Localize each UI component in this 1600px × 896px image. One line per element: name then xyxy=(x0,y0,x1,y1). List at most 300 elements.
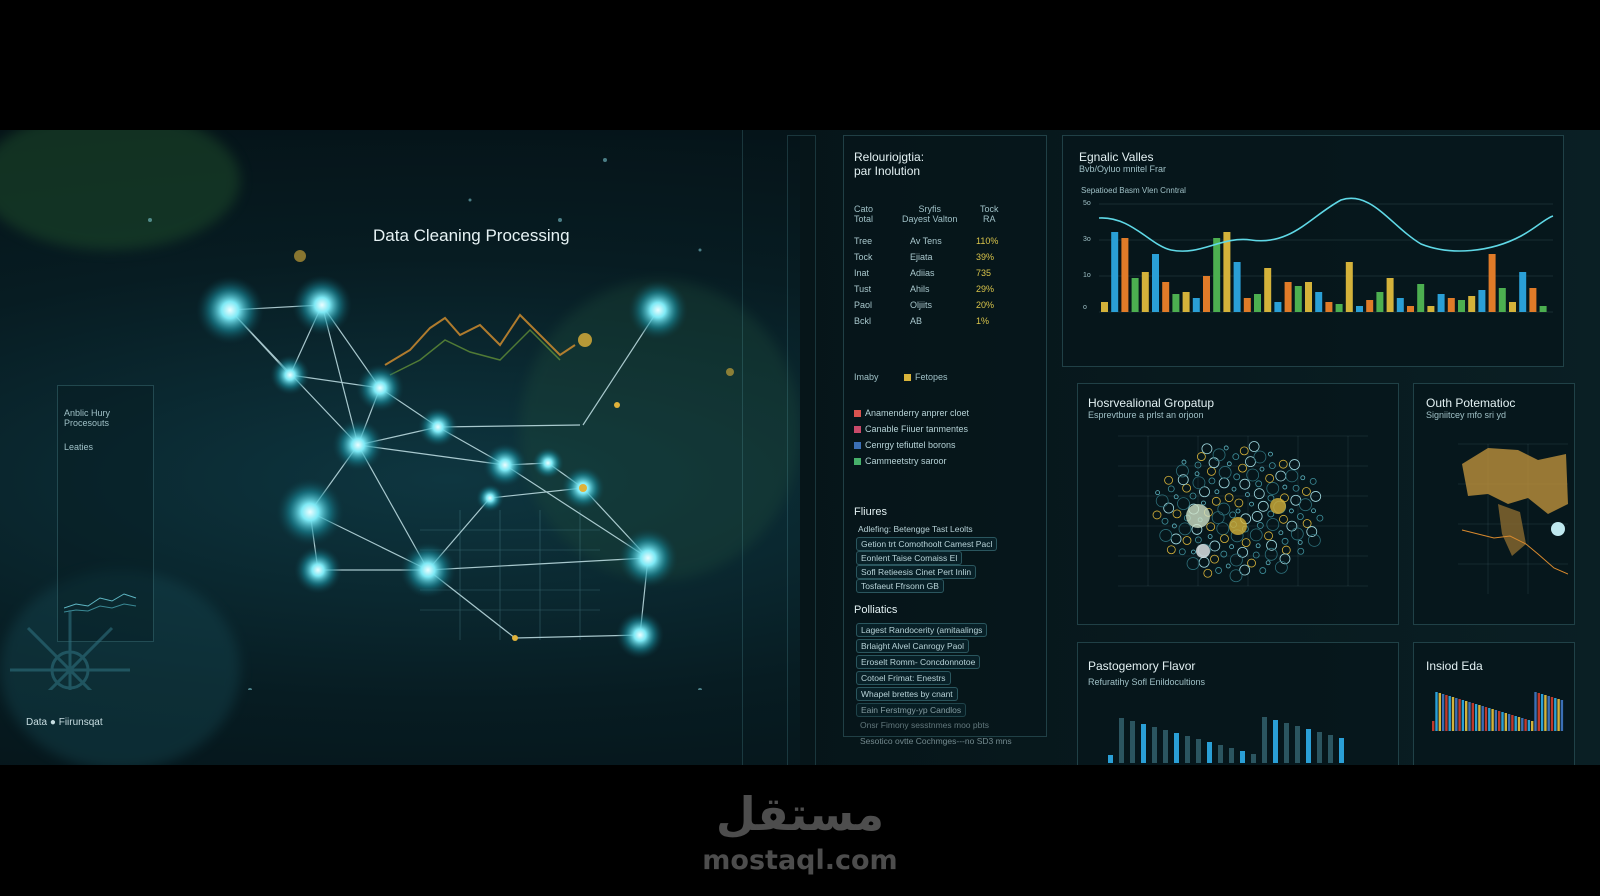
bar xyxy=(1234,262,1241,312)
cluster-point xyxy=(1239,464,1247,472)
cluster-point xyxy=(1183,484,1191,492)
cluster-point xyxy=(1167,546,1175,554)
cluster-point xyxy=(1256,481,1262,487)
flavor-bar xyxy=(1218,745,1223,763)
cluster-point xyxy=(1187,558,1199,570)
bar xyxy=(1172,294,1179,312)
cluster-point xyxy=(1254,489,1264,499)
cluster-point xyxy=(1193,477,1205,489)
flavor-bar xyxy=(1196,739,1201,763)
legend-item xyxy=(854,440,956,450)
cluster-point xyxy=(1197,453,1205,461)
bar xyxy=(1519,272,1526,312)
cluster-point xyxy=(1267,519,1279,531)
cluster-point xyxy=(1310,478,1316,484)
hero-title: Data Cleaning Processing xyxy=(373,226,570,245)
flavor-bar xyxy=(1317,732,1322,763)
y-tick: o xyxy=(1083,304,1087,311)
bar xyxy=(1509,302,1516,312)
cell: Av Tens xyxy=(910,236,942,246)
legend-item xyxy=(854,456,947,466)
bar xyxy=(1264,268,1271,312)
bar xyxy=(1142,272,1149,312)
watermark-latin: mostaql.com xyxy=(702,845,898,876)
legend-item xyxy=(854,424,968,434)
bar xyxy=(1101,302,1108,312)
cluster-point xyxy=(1266,474,1274,482)
cell: Tust xyxy=(854,284,872,294)
insld-bar xyxy=(1508,714,1510,731)
cluster-point xyxy=(1212,512,1224,524)
table-row xyxy=(854,284,1019,298)
insld-title: Insiod Eda xyxy=(1426,659,1483,673)
insld-bar xyxy=(1472,703,1474,731)
insld-bar xyxy=(1521,718,1523,731)
insld-bar xyxy=(1501,712,1503,731)
politics-line: Eain Ferstmgy-yp Candlos xyxy=(856,703,966,717)
bar xyxy=(1407,306,1414,312)
insld-bar xyxy=(1439,693,1441,731)
cluster-point xyxy=(1286,470,1298,482)
flavor-bar xyxy=(1251,754,1256,763)
cluster-point xyxy=(1240,447,1248,455)
cluster-point xyxy=(1230,512,1236,518)
bottom-left-label: Data ● Fiirunsqat xyxy=(26,717,103,728)
cluster-point xyxy=(1179,523,1191,535)
cluster-point xyxy=(1215,490,1219,494)
insld-bar xyxy=(1554,698,1556,731)
cluster-point xyxy=(1250,502,1254,506)
fixture-line: Getion trt Comothoolt Camest Pacl xyxy=(856,537,997,551)
insld-bar xyxy=(1455,698,1457,731)
cluster-point xyxy=(1236,509,1240,513)
insld-bar xyxy=(1485,707,1487,731)
cluster-point xyxy=(1195,472,1199,476)
cluster-point xyxy=(1298,548,1304,554)
bar-chart-title: Egnalic Valles xyxy=(1079,150,1154,164)
cluster-point xyxy=(1208,535,1212,539)
cluster-point xyxy=(1182,460,1186,464)
flavor-bar xyxy=(1119,718,1124,763)
cell: 1% xyxy=(976,316,990,326)
cluster-point xyxy=(1302,487,1310,495)
flavor-bar xyxy=(1141,724,1146,763)
bar-chart xyxy=(1091,196,1561,356)
cluster-point xyxy=(1207,523,1215,531)
flavor-bar xyxy=(1273,720,1278,763)
insld-bar xyxy=(1432,721,1434,731)
cluster-point xyxy=(1224,446,1228,450)
cluster-point xyxy=(1279,460,1287,468)
cluster-point xyxy=(1258,501,1268,511)
insld-bar xyxy=(1458,699,1460,731)
legend-key-text: Fetopes xyxy=(915,372,948,382)
cluster-point xyxy=(1165,476,1173,484)
cell: Oljiits xyxy=(910,300,932,310)
cell: Paol xyxy=(854,300,873,310)
bar xyxy=(1529,288,1536,312)
bar xyxy=(1162,282,1169,312)
fixture-line: Sofl Retieesis Cinet Pert Inlin xyxy=(856,565,976,579)
cell: Bckl xyxy=(854,316,872,326)
bar xyxy=(1468,296,1475,312)
insld-bar xyxy=(1442,694,1444,731)
insld-bar xyxy=(1524,719,1526,731)
fixture-line: Eonlent Taise Comaiss El xyxy=(856,551,962,565)
cluster-highlight xyxy=(1186,504,1210,528)
insld-bar xyxy=(1511,715,1513,731)
cluster-point xyxy=(1230,545,1234,549)
relational-title: Relouriojgtia: par Inolution xyxy=(854,150,925,178)
cluster-point xyxy=(1227,462,1231,466)
flavor-bar xyxy=(1262,717,1267,763)
cluster-point xyxy=(1195,537,1201,543)
insld-bar xyxy=(1488,708,1490,731)
insld-bar xyxy=(1482,706,1484,731)
insld-bar xyxy=(1557,699,1559,731)
insld-bar xyxy=(1435,692,1437,731)
y-tick: 1o xyxy=(1083,272,1091,279)
cluster-point xyxy=(1226,564,1230,568)
bar xyxy=(1315,292,1322,312)
bar xyxy=(1417,284,1424,312)
insld-bar xyxy=(1505,713,1507,731)
cluster-point xyxy=(1211,555,1219,563)
cluster-point xyxy=(1250,529,1262,541)
col-header-tock: Tock RA xyxy=(980,204,999,224)
col-header-sryfis: Sryfis Dayest Valton xyxy=(902,204,958,224)
politics-title: Polliatics xyxy=(854,604,898,616)
flavor-bar xyxy=(1108,755,1113,763)
relational-panel xyxy=(843,135,1047,746)
cluster-point xyxy=(1317,515,1323,521)
insld-bar xyxy=(1518,717,1520,731)
col-header-cato: Cato Total xyxy=(854,204,874,224)
bar xyxy=(1274,302,1281,312)
cluster-highlight xyxy=(1196,544,1210,558)
politics-line: Eroselt Romm- Concdonnotoe xyxy=(856,655,980,669)
cluster-point xyxy=(1256,544,1260,548)
cluster-point xyxy=(1183,537,1191,545)
map-subtitle: Signiitcey mfo sri yd xyxy=(1426,410,1507,420)
scatter-title: Hosrvealional Gropatup xyxy=(1088,396,1215,410)
insld-bar xyxy=(1468,702,1470,731)
cluster-point xyxy=(1207,467,1215,475)
cluster-point xyxy=(1213,449,1225,461)
bar xyxy=(1325,302,1332,312)
flavor-bar xyxy=(1295,726,1300,763)
fixture-line: Adlefing: Betengge Tast Leolts xyxy=(858,524,973,534)
politics-line: Cotoel Frimat: Enestrs xyxy=(856,671,951,685)
cluster-point xyxy=(1297,514,1303,520)
cluster-point xyxy=(1282,546,1290,554)
table-row xyxy=(854,316,1019,330)
legend-item xyxy=(854,408,969,418)
bar-chart-subtitle: Bvb/Oyluo mnitel Frar xyxy=(1079,164,1167,174)
scatter-plot xyxy=(1088,426,1388,616)
watermark xyxy=(0,765,1600,896)
cluster-point xyxy=(1156,491,1160,495)
cluster-point xyxy=(1252,511,1262,521)
insld-bar xyxy=(1475,704,1477,731)
cluster-point xyxy=(1177,498,1189,510)
bar xyxy=(1244,298,1251,312)
cluster-point xyxy=(1162,518,1168,524)
bar xyxy=(1346,262,1353,312)
legend-item-label: Cenrgy tefiuttel borons xyxy=(865,440,956,450)
insld-bar xyxy=(1491,709,1493,731)
politics-line: Onsr Fimony sesstnmes moo pbts xyxy=(860,720,989,730)
cell: Ejiata xyxy=(910,252,933,262)
insld-chart xyxy=(1428,683,1568,743)
insld-bar xyxy=(1515,716,1517,731)
bar xyxy=(1478,290,1485,312)
table-row xyxy=(854,300,1019,314)
flavor-bar xyxy=(1306,729,1311,763)
cluster-point xyxy=(1260,467,1264,471)
flavor-bar xyxy=(1284,723,1289,763)
bar xyxy=(1397,298,1404,312)
legend-item-label: Anamenderry anprer cloet xyxy=(865,408,970,418)
insld-bar xyxy=(1548,696,1550,731)
bar xyxy=(1305,282,1312,312)
cluster-point xyxy=(1210,541,1220,551)
flavor-bar xyxy=(1174,733,1179,763)
legend-key xyxy=(904,372,948,382)
y-tick: 3o xyxy=(1083,236,1091,243)
cell: 110% xyxy=(976,236,999,246)
insld-bar xyxy=(1538,693,1540,731)
cluster-point xyxy=(1299,499,1311,511)
cluster-point xyxy=(1248,559,1256,567)
politics-line: Whapel brettes by cnant xyxy=(856,687,958,701)
cluster-point xyxy=(1291,528,1303,540)
cluster-point xyxy=(1156,495,1168,507)
cluster-point xyxy=(1174,495,1178,499)
cluster-point xyxy=(1279,531,1283,535)
bar xyxy=(1489,254,1496,312)
bar xyxy=(1448,298,1455,312)
cluster-point xyxy=(1218,503,1230,515)
bar xyxy=(1336,304,1343,312)
cell: Adiias xyxy=(910,268,935,278)
network-graph xyxy=(0,130,760,690)
bar xyxy=(1183,292,1190,312)
legend-item-label: Cammeetstry saroor xyxy=(865,456,947,466)
cluster-point xyxy=(1268,452,1272,456)
flavor-bar xyxy=(1152,727,1157,763)
bar-chart-legend: Sepatioed Basm Vlen Cnntral xyxy=(1081,186,1186,195)
watermark-arabic: مستقل xyxy=(715,787,885,841)
cluster-point xyxy=(1164,503,1174,513)
flavor-title: Pastogemory Flavor xyxy=(1088,659,1196,673)
cluster-point xyxy=(1220,535,1228,543)
bar xyxy=(1356,306,1363,312)
cell: 735 xyxy=(976,268,992,278)
cluster-point xyxy=(1179,549,1185,555)
bar xyxy=(1111,232,1118,312)
cluster-point xyxy=(1275,561,1287,573)
bar xyxy=(1213,238,1220,312)
y-tick: 5o xyxy=(1083,200,1091,207)
cluster-point xyxy=(1279,515,1287,523)
flavor-panel xyxy=(1077,642,1399,765)
flavor-subtitle: Refuratihy Sofl Enildocultions xyxy=(1088,677,1206,687)
cluster-point xyxy=(1235,499,1243,507)
cluster-point xyxy=(1282,538,1288,544)
cell: Inat xyxy=(854,268,870,278)
bar xyxy=(1121,238,1128,312)
cluster-point xyxy=(1219,478,1229,488)
insld-bar xyxy=(1544,695,1546,731)
politics-line: Lagest Randocerity (amitaalings xyxy=(856,623,987,637)
insld-bar xyxy=(1528,720,1530,731)
flavor-bar xyxy=(1229,748,1234,763)
cluster-point xyxy=(1289,509,1293,513)
cluster-point xyxy=(1247,469,1259,481)
flavor-bar xyxy=(1185,736,1190,763)
flavor-bar xyxy=(1328,735,1333,763)
legend-item-label: Canable Fiiuer tanmentes xyxy=(865,424,969,434)
insld-bar xyxy=(1449,696,1451,731)
dashboard-artwork xyxy=(0,130,1600,765)
bar xyxy=(1387,278,1394,312)
cluster-point xyxy=(1240,479,1250,489)
cluster-point xyxy=(1233,454,1239,460)
cluster-point xyxy=(1298,540,1302,544)
table-row xyxy=(854,268,1019,282)
cluster-point xyxy=(1217,523,1229,535)
insld-bar xyxy=(1478,705,1480,731)
cluster-point xyxy=(1212,497,1220,505)
left-box-title: Anblic Hury Procesouts xyxy=(64,408,111,428)
map-panel xyxy=(1413,383,1575,625)
cluster-point xyxy=(1191,550,1195,554)
bar xyxy=(1427,306,1434,312)
flavor-bar xyxy=(1207,742,1212,763)
cluster-point xyxy=(1266,561,1270,565)
cluster-point xyxy=(1202,444,1212,454)
cluster-point xyxy=(1303,520,1311,528)
bar xyxy=(1152,254,1159,312)
cluster-point xyxy=(1267,482,1279,494)
scatter-subtitle: Esprevtbure a prlst an orjoon xyxy=(1088,410,1204,420)
side-rail xyxy=(787,135,816,765)
cluster-point xyxy=(1232,487,1236,491)
cluster-point xyxy=(1301,476,1305,480)
bar xyxy=(1203,276,1210,312)
cluster-point xyxy=(1201,501,1205,505)
bar xyxy=(1438,294,1445,312)
insld-bar xyxy=(1495,710,1497,731)
cell: AB xyxy=(910,316,923,326)
bar xyxy=(1295,286,1302,312)
insld-bar xyxy=(1551,697,1553,731)
divider xyxy=(742,130,743,765)
cluster-highlight xyxy=(1270,498,1286,514)
insld-panel xyxy=(1413,642,1575,765)
scatter-panel xyxy=(1077,383,1399,625)
insld-bar xyxy=(1452,697,1454,731)
cluster-point xyxy=(1199,557,1209,567)
politics-line: Brlaight Alvel Canrogy Paol xyxy=(856,639,969,653)
cluster-point xyxy=(1171,534,1181,544)
flavor-chart xyxy=(1088,705,1388,765)
cluster-point xyxy=(1276,471,1286,481)
flavor-bar xyxy=(1163,730,1168,763)
cluster-point xyxy=(1283,485,1287,489)
cluster-point xyxy=(1265,532,1273,540)
bar xyxy=(1366,300,1373,312)
cluster-highlight xyxy=(1229,517,1247,535)
bar xyxy=(1193,298,1200,312)
cell: Tock xyxy=(854,252,873,262)
cluster-point xyxy=(1225,494,1233,502)
insld-bar xyxy=(1534,692,1536,731)
fixture-line: Tosfaeut Ffrsonn GB xyxy=(856,579,944,593)
cluster-point xyxy=(1242,539,1250,547)
flavor-bar xyxy=(1130,721,1135,763)
cluster-point xyxy=(1160,529,1172,541)
cell: Ahils xyxy=(910,284,930,294)
cluster-point xyxy=(1312,509,1316,513)
world-map xyxy=(1428,434,1568,614)
cluster-point xyxy=(1257,522,1263,528)
flavor-bar xyxy=(1339,738,1344,763)
insld-bar xyxy=(1465,701,1467,731)
flavor-bar xyxy=(1240,751,1245,763)
bar xyxy=(1254,294,1261,312)
politics-line: Sesotico ovtte Cochmges---no SD3 mns xyxy=(860,736,1012,746)
table-row xyxy=(854,236,1019,250)
legend-swatch xyxy=(904,374,911,381)
bar xyxy=(1540,306,1547,312)
cluster-point xyxy=(1260,568,1266,574)
cell: 29% xyxy=(976,284,995,294)
legend-swatch xyxy=(854,442,861,449)
cluster-point xyxy=(1234,474,1240,480)
insld-bar xyxy=(1531,721,1533,731)
insld-bar xyxy=(1445,695,1447,731)
legend-swatch xyxy=(854,410,861,417)
insld-bar xyxy=(1541,694,1543,731)
cluster-point xyxy=(1253,552,1259,558)
cell: 39% xyxy=(976,252,995,262)
cell: 20% xyxy=(976,300,995,310)
left-box-subtitle: Leaties xyxy=(64,442,94,452)
legend-swatch xyxy=(854,426,861,433)
cell: Tree xyxy=(854,236,873,246)
legend-label: Imaby xyxy=(854,372,879,382)
legend-swatch xyxy=(854,458,861,465)
cluster-point xyxy=(1230,570,1242,582)
cluster-point xyxy=(1219,466,1231,478)
cluster-point xyxy=(1209,478,1215,484)
cluster-point xyxy=(1311,491,1321,501)
insld-bar xyxy=(1498,711,1500,731)
cluster-point xyxy=(1216,567,1222,573)
bar xyxy=(1499,288,1506,312)
cluster-point xyxy=(1249,442,1259,452)
cluster-point xyxy=(1168,486,1174,492)
cluster-point xyxy=(1204,569,1212,577)
bar xyxy=(1285,282,1292,312)
bar xyxy=(1458,300,1465,312)
table-row xyxy=(854,252,1019,266)
cluster-point xyxy=(1173,510,1181,518)
bar xyxy=(1132,278,1139,312)
bar xyxy=(1376,292,1383,312)
